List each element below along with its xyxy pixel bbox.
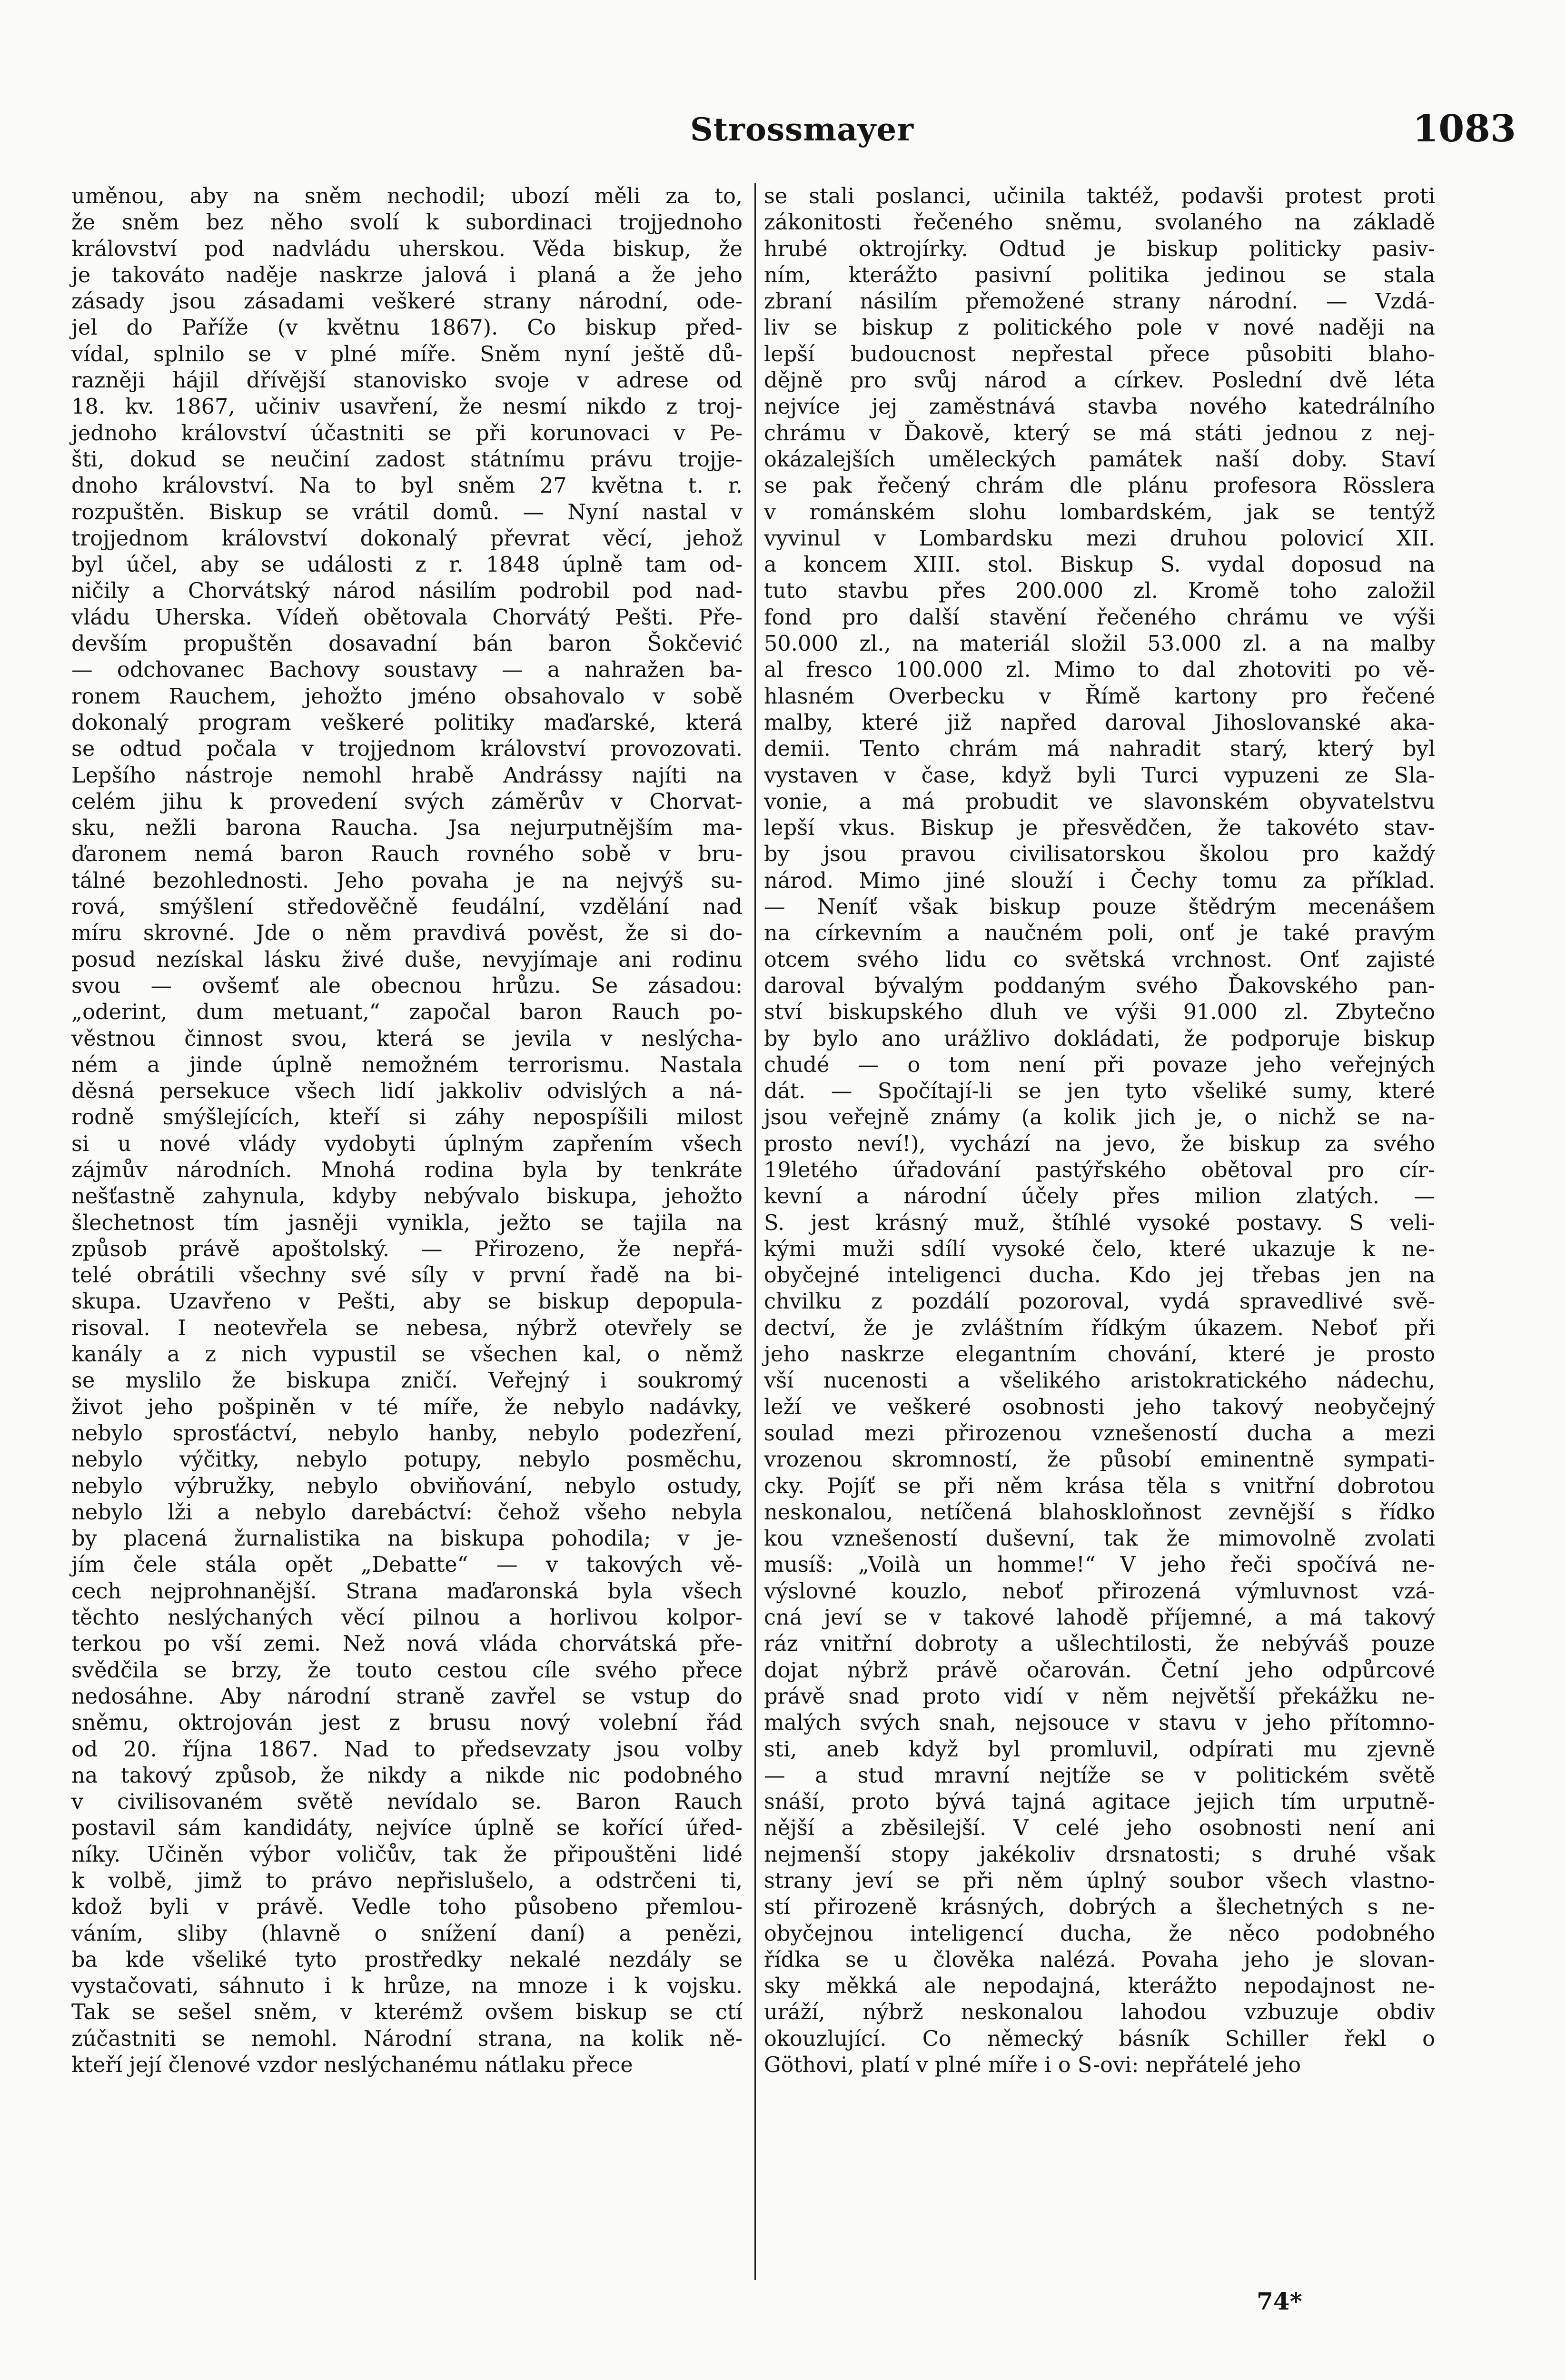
text-line: rová, smýšlení středověčně feudální, vzdělání nad — [71, 894, 743, 920]
text-line: nejvíce jej zaměstnává stavba nového katedrálního — [764, 394, 1435, 419]
text-line: otcem svého lidu co světská vrchnost. Onť zajisté — [764, 947, 1435, 972]
text-line: snáší, proto bývá tajná agitace jejich tím urputně- — [764, 1789, 1435, 1815]
text-line: by bylo ano urážlivo dokládati, že podporuje biskup — [764, 1026, 1435, 1051]
text-line: ďaronem nemá baron Rauch rovného sobě v bru- — [71, 842, 743, 867]
text-line: svou — ovšemť ale obecnou hrůzu. Se zásadou: — [71, 973, 743, 998]
text-line: se odtud počala v trojjednom království provozovati. — [71, 736, 743, 762]
text-line: Göthovi, platí v plné míře i o S-ovi: nepřátelé jeho — [764, 2053, 1301, 2078]
text-line: vrozenou skromností, že působí eminentně sympati- — [764, 1447, 1435, 1472]
text-line: kteří její členové vzdor neslýchanému nátlaku přece — [71, 2053, 633, 2078]
text-line: dectví, že je zvláštním řídkým úkazem. Neboť při — [764, 1315, 1435, 1340]
text-line: by placená žurnalistika na biskupa pohodila; v je- — [71, 1526, 743, 1551]
text-line: jednoho království účastniti se při korunovaci v Pe- — [71, 420, 743, 446]
text-line: zásady jsou zásadami veškeré strany národní, ode- — [71, 289, 743, 314]
page-header — [88, 107, 1516, 159]
text-line: váním, sliby (hlavně o snížení daní) a penězi, — [71, 1921, 743, 1946]
text-line: razněji hájil dřívější stanovisko svoje v adrese od — [71, 368, 743, 393]
text-line: vyvinul v Lombardsku mezi druhou polovicí XII. — [764, 526, 1435, 551]
text-line: ničily a Chorvátský národ násilím podrobil pod nad- — [71, 578, 743, 604]
running-title: Strossmayer — [690, 111, 914, 148]
text-line: daroval bývalým poddaným svého Ďakovského pan- — [764, 973, 1435, 998]
text-line: se stali poslanci, učinila taktéž, podavši protest proti — [764, 184, 1435, 208]
text-line: kými muži sdílí vysoké čelo, které ukazuje k ne- — [764, 1236, 1435, 1261]
text-line: právě snad proto vidí v něm největší překážku ne- — [764, 1684, 1435, 1709]
text-line: dát. — Spočítají-li se jen tyto všeliké sumy, které — [764, 1079, 1435, 1104]
text-line: rozpuštěn. Biskup se vrátil domů. — Nyní nastal v — [71, 499, 743, 525]
text-line: dokonalý program veškeré politiky maďarské, která — [71, 710, 743, 735]
text-line: ba kde všeliké tyto prostředky nekalé nezdály se — [71, 1947, 743, 1972]
text-line: v civilisovaném světě nevídalo se. Baron Rauch — [71, 1789, 743, 1815]
text-line: celém jihu k provedení svých záměrův v Chorvat- — [71, 789, 743, 814]
text-line: okouzlující. Co německý básník Schiller řekl o — [764, 2026, 1435, 2051]
text-line: království pod nadvládu uherskou. Věda biskup, že — [71, 236, 743, 261]
text-line: stí přirozeně krásných, dobrých a šlechetných s ne- — [764, 1894, 1435, 1920]
text-line: dojat nýbrž právě očarován. Četní jeho odpůrcové — [764, 1657, 1435, 1683]
text-line: Tak se sešel sněm, v kterémž ovšem biskup se ctí — [71, 2000, 743, 2025]
text-line: by jsou pravou civilisatorskou školou pro každý — [764, 842, 1435, 867]
text-line: šlechetnost tím jasněji vynikla, ježto se tajila na — [71, 1210, 743, 1235]
text-line: od 20. října 1867. Nad to předsevzaty jsou volby — [71, 1736, 743, 1762]
text-line: posud nezískal lásku živé duše, nevyjímaje ani rodinu — [71, 947, 743, 972]
text-line: 18. kv. 1867, učiniv usavření, že nesmí nikdo z troj- — [71, 394, 743, 419]
text-line: S. jest krásný muž, štíhlé vysoké postavy. S veli- — [764, 1210, 1435, 1235]
text-line: Lepšího nástroje nemohl hrabě Andrássy najíti na — [71, 763, 743, 788]
text-line: nebylo výčitky, nebylo potupy, nebylo posměchu, — [71, 1447, 743, 1472]
text-line: sněmu, oktrojován jest z brusu nový volební řád — [71, 1710, 743, 1735]
text-line: si u nové vlády vydobyti úplným zapřením všech — [71, 1131, 743, 1156]
text-line: nešťastně zahynula, kdyby nebývalo biskupa, jehožto — [71, 1184, 743, 1209]
text-line: míru skrovné. Jde o něm pravdivá pověst, že si do- — [71, 921, 743, 946]
text-line: ráz vnitřní dobroty a ušlechtilosti, že nebýváš pouze — [764, 1631, 1435, 1656]
text-line: skupa. Uzavřeno v Pešti, aby se biskup depopula- — [71, 1289, 743, 1314]
text-line: způsob právě apoštolský. — Přirozeno, že nepřá- — [71, 1236, 743, 1261]
text-line: musíš: „Voilà un homme!“ V jeho řeči spočívá ne- — [764, 1552, 1435, 1577]
text-line: uměnou, aby na sněm nechodil; ubozí měli za to, — [71, 184, 743, 208]
text-line: jsou veřejně známy (a kolik jich je, o nichž se na- — [764, 1105, 1435, 1130]
text-line: prosto neví!), vychází na jevo, že biskup za svého — [764, 1131, 1435, 1156]
text-line: výslovné kouzlo, neboť přirozená výmluvnost vzá- — [764, 1578, 1435, 1604]
text-line: terkou po vší zemi. Než nová vláda chorvátská pře- — [71, 1631, 743, 1656]
text-line: nedosáhne. Aby národní straně zavřel se vstup do — [71, 1684, 743, 1709]
text-line: vystaven v čase, když byli Turci vypuzeni ze Sla- — [764, 763, 1435, 788]
text-line: lepší vkus. Biskup je přesvědčen, že takovéto stav- — [764, 815, 1435, 841]
text-line: liv se biskup z politického pole v nové naději na — [764, 315, 1435, 340]
text-line: malby, které již napřed daroval Jihoslovanské aka- — [764, 710, 1435, 735]
text-line: kanály a z nich vypustil se všechen kal, o němž — [71, 1342, 743, 1367]
text-line: kou vznešeností duševní, tak že mimovolně zvolati — [764, 1526, 1435, 1551]
text-line: malých svých snah, nejsouce v stavu v jeho přítomno- — [764, 1710, 1435, 1735]
text-line: sky měkká ale nepodajná, kterážto nepodajnost ne- — [764, 1973, 1435, 1999]
text-line: že sněm bez něho svolí k subordinaci trojjednoho — [71, 210, 743, 235]
text-line: vládu Uherska. Vídeň obětovala Chorvátý Pešti. Pře- — [71, 605, 743, 630]
right-text-column — [764, 183, 1435, 2078]
text-line: „oderint, dum metuant,“ započal baron Rauch po- — [71, 1000, 743, 1025]
text-line: nější a zběsilejší. V celé jeho osobnosti není ani — [764, 1815, 1435, 1841]
text-line: sti, aneb když byl promluvil, odpírati mu zjevně — [764, 1736, 1435, 1762]
text-line: al fresco 100.000 zl. Mimo to dal zhotoviti po vě- — [764, 657, 1435, 683]
text-line: chudé — o tom není při povaze jeho veřejných — [764, 1052, 1435, 1077]
text-line: lepší budoucnost nepřestal přece působiti blaho- — [764, 341, 1435, 367]
text-line: je takováto naděje naskrze jalová i planá a že jeho — [71, 262, 743, 288]
text-line: řídka se u člověka nalézá. Povaha jeho je slovan- — [764, 1947, 1435, 1972]
text-line: tálné bezohlednosti. Jeho povaha je na nejvýš su- — [71, 868, 743, 893]
text-line: šti, dokud se neučiní zadost státnímu právu trojje- — [71, 446, 743, 472]
text-line: obyčejnou inteligencí ducha, že něco podobného — [764, 1921, 1435, 1946]
text-line: dnoho království. Na to byl sněm 27 května t. r. — [71, 473, 743, 498]
text-line: ném a jinde úplně nemožném terrorismu. Nastala — [71, 1052, 743, 1077]
text-line: vystačovati, sáhnuto i k hrůze, na mnoze i k vojsku. — [71, 1973, 743, 1999]
text-line: uráží, nýbrž neskonalou lahodou vzbuzuje obdiv — [764, 2000, 1435, 2025]
text-line: svědčila se brzy, že touto cestou cíle svého přece — [71, 1657, 743, 1683]
text-line: zbraní násilím přemožené strany národní. — Vzdá- — [764, 289, 1435, 314]
text-line: vídal, splnilo se v plné míře. Sněm nyní ještě dů- — [71, 341, 743, 367]
text-line: kdož byli v právě. Vedle toho působeno přemlou- — [71, 1894, 743, 1920]
text-line: cná jeví se v takové lahodě příjemné, a má takový — [764, 1605, 1435, 1630]
text-line: cech nejprohnanější. Strana maďaronská byla všech — [71, 1578, 743, 1604]
page-number: 1083 — [1412, 107, 1516, 150]
signature-mark: 74* — [1257, 2287, 1302, 2315]
text-line: a koncem XIII. stol. Biskup S. vydal doposud na — [764, 552, 1435, 577]
text-line: trojjednom království dokonalý převrat věcí, jehož — [71, 526, 743, 551]
text-line: sku, nežli barona Raucha. Jsa nejurputnějším ma- — [71, 815, 743, 841]
text-line: nebylo sprosťáctví, nebylo hanby, nebylo podezření, — [71, 1420, 743, 1446]
text-line: neskonalou, netíčená blahoskloňnost zevnější s řídko — [764, 1499, 1435, 1525]
text-line: život jeho pošpiněn v té míře, že nebylo nadávky, — [71, 1394, 743, 1419]
text-line: tuto stavbu přes 200.000 zl. Kromě toho založil — [764, 578, 1435, 604]
text-line: chvilku z pozdálí pozoroval, vydá spravedlivé svě- — [764, 1289, 1435, 1314]
text-line: hlasném Overbecku v Římě kartony pro řečené — [764, 684, 1435, 709]
text-line: kevní a národní účely přes milion zlatých. — — [764, 1184, 1435, 1209]
text-line: fond pro další stavění řečeného chrámu ve výši — [764, 605, 1435, 630]
text-line: jeho naskrze elegantním chování, které je prosto — [764, 1342, 1435, 1367]
text-line: na církevním a naučném poli, onť je také pravým — [764, 921, 1435, 946]
text-line: k volbě, jimž to právo nepřislušelo, a odstrčeni ti, — [71, 1868, 743, 1893]
text-line: dějně pro svůj národ a církev. Poslední dvě léta — [764, 368, 1435, 393]
text-line: děsná persekuce všech lidí jakkoliv odvislých a ná- — [71, 1079, 743, 1104]
text-line: jím čele stála opět „Debatte“ — v takových vě- — [71, 1552, 743, 1577]
text-line: jel do Paříže (v květnu 1867). Co biskup před- — [71, 315, 743, 340]
text-line: okázalejších uměleckých památek naší doby. Staví — [764, 446, 1435, 472]
text-line: 19letého úřadování pastýřského obětoval pro cír- — [764, 1157, 1435, 1182]
text-line: cky. Pojíť se při něm krása těla s vnitřní dobrotou — [764, 1473, 1435, 1498]
text-line: obyčejné inteligenci ducha. Kdo jej třebas jen na — [764, 1263, 1435, 1288]
text-line: rodně smýšlejících, kteří si záhy nepospíšili milost — [71, 1105, 743, 1130]
text-line: nejmenší stopy jakékoliv drsnatosti; s druhé však — [764, 1842, 1435, 1867]
text-line: se pak řečený chrám dle plánu profesora Rösslera — [764, 473, 1435, 498]
text-line: vonie, a má probudit ve slavonském obyvatelstvu — [764, 789, 1435, 814]
text-line: chrámu v Ďakově, který se má státi jednou z nej- — [764, 420, 1435, 446]
text-line: postavil sám kandidáty, nejvíce úplně se kořící úřed- — [71, 1815, 743, 1841]
text-line: v románském slohu lombardském, jak se tentýž — [764, 499, 1435, 525]
text-line: risoval. I neotevřela se nebesa, nýbrž otevřely se — [71, 1315, 743, 1340]
left-text-column — [71, 183, 743, 2078]
text-line: na takový způsob, že nikdy a nikde nic podobného — [71, 1763, 743, 1788]
text-line: se myslilo že biskupa zničí. Veřejný i soukromý — [71, 1368, 743, 1393]
text-line: soulad mezi přirozenou vznešeností ducha a mezi — [764, 1420, 1435, 1446]
text-line: zúčastniti se nemohl. Národní strana, na kolik ně- — [71, 2026, 743, 2051]
text-line: — a stud mravní nejtíže se v politickém světě — [764, 1763, 1435, 1788]
text-line: — odchovanec Bachovy soustavy — a nahražen ba- — [71, 657, 743, 683]
text-line: vší nucenosti a všelikého aristokratického nádechu, — [764, 1368, 1435, 1393]
text-line: strany jeví se při něm úplný soubor všech vlastno- — [764, 1868, 1435, 1893]
text-line: ronem Rauchem, jehožto jméno obsahovalo v sobě — [71, 684, 743, 709]
text-line: zájmův národních. Mnohá rodina byla by tenkráte — [71, 1157, 743, 1182]
text-line: leží ve veškeré osobnosti jeho takový neobyčejný — [764, 1394, 1435, 1419]
text-line: devším propuštěn dosavadní bán baron Šokčević — [71, 631, 743, 656]
text-line: těchto neslýchaných věcí pilnou a horlivou kolpor- — [71, 1605, 743, 1630]
text-line: ství biskupského dluh ve výši 91.000 zl. Zbytečno — [764, 1000, 1435, 1025]
text-line: ním, kterážto pasivní politika jedinou se stala — [764, 262, 1435, 288]
text-line: — Neníť však biskup pouze štědrým mecenášem — [764, 894, 1435, 920]
text-line: nebylo lži a nebylo darebáctví: čehož všeho nebyla — [71, 1499, 743, 1525]
text-line: zákonitosti řečeného sněmu, svolaného na základě — [764, 210, 1435, 235]
text-line: nebylo výbružky, nebylo obviňování, nebylo ostudy, — [71, 1473, 743, 1498]
text-line: věstnou činnost svou, která se jevila v neslýcha- — [71, 1026, 743, 1051]
text-line: národ. Mimo jiné slouží i Čechy tomu za příklad. — [764, 868, 1435, 893]
text-line: hrubé oktrojírky. Odtud je biskup politicky pasiv- — [764, 236, 1435, 261]
text-line: telé obrátili všechny své síly v první řadě na bi- — [71, 1263, 743, 1288]
text-line: níky. Učiněn výbor voličův, tak že připouštěni lidé — [71, 1842, 743, 1867]
text-line: demii. Tento chrám má nahradit starý, který byl — [764, 736, 1435, 762]
text-line: byl účel, aby se události z r. 1848 úplně tam od- — [71, 552, 743, 577]
column-divider — [754, 183, 756, 2280]
text-line: 50.000 zl., na materiál složil 53.000 zl. a na malby — [764, 631, 1435, 656]
